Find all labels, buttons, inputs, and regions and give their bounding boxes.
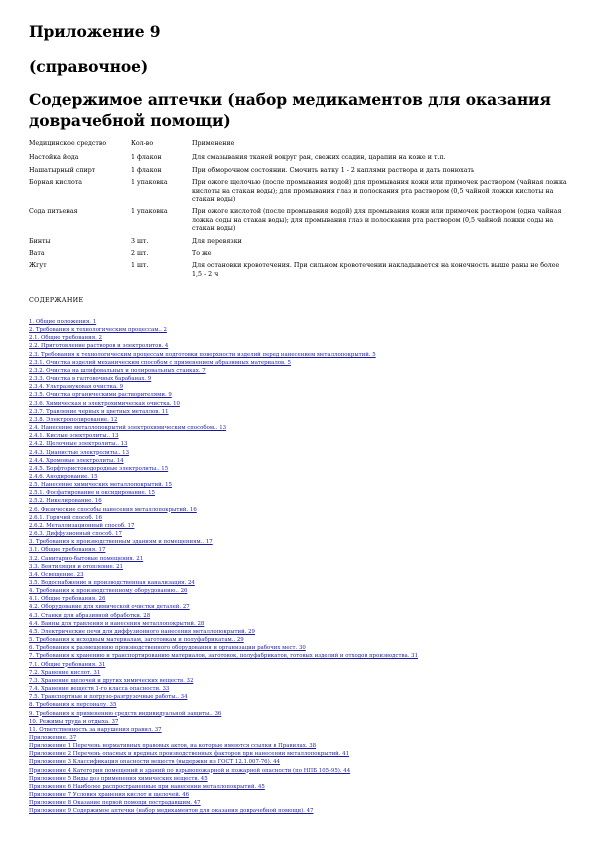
quantity-cell: 1 флакон bbox=[131, 166, 162, 174]
usage-cell: При ожоге кислотой (после промывания водой) для промывания кожи или примочек раствором (одна чайная ложка соды на стакан воды); для промывания глаз и полоскания рта раствором (0,5 чайной ложки соды на стакан воды) bbox=[192, 208, 562, 233]
toc-item bbox=[29, 587, 569, 595]
toc-item bbox=[29, 750, 569, 758]
toc-item bbox=[29, 636, 569, 644]
table-row bbox=[29, 262, 569, 283]
toc-link[interactable]: 6. Требования к размещению производственного оборудования и организации рабочих мест. 30 bbox=[29, 645, 306, 652]
toc-item bbox=[29, 367, 569, 375]
quantity-cell: 1 шт. bbox=[131, 262, 149, 270]
table-row bbox=[29, 154, 569, 166]
toc-item bbox=[29, 701, 569, 709]
toc-item bbox=[29, 383, 569, 391]
toc-link[interactable]: Приложение. 37 bbox=[29, 734, 77, 741]
appendix-type: (справочное) bbox=[29, 57, 149, 76]
toc-item bbox=[29, 612, 569, 620]
toc-link[interactable]: 4.3. Станки для абразивной обработки. 28 bbox=[29, 612, 151, 619]
usage-cell: При обморочном состоянии. Смочить ватку 1 - 2 каплями раствора и дать понюхать bbox=[192, 166, 475, 174]
toc-link[interactable]: 2.3.4. Ультразвуковая очистка. 9 bbox=[29, 384, 124, 391]
toc-item bbox=[29, 318, 569, 326]
toc-link[interactable]: 2.1. Общие требования. 2 bbox=[29, 335, 102, 342]
toc-item bbox=[29, 449, 569, 457]
toc-item bbox=[29, 693, 569, 701]
toc-item bbox=[29, 400, 569, 408]
appendix-heading: Приложение 9 bbox=[29, 22, 161, 41]
usage-cell: То же bbox=[192, 250, 212, 258]
toc-item bbox=[29, 416, 569, 424]
table-row bbox=[29, 250, 569, 262]
toc-link[interactable]: 7.2. Хранение кислот. 31 bbox=[29, 669, 101, 676]
toc-item bbox=[29, 555, 569, 563]
toc-link[interactable]: 2.3.7. Травление черных и цветных металлов. 11 bbox=[29, 408, 169, 415]
column-header: Медицинское средство bbox=[29, 140, 107, 147]
toc-title: СОДЕРЖАНИЕ bbox=[29, 297, 84, 304]
toc-link[interactable]: 3.1. Общие требования. 17 bbox=[29, 547, 106, 554]
toc-link[interactable]: 10. Режимы труда и отдыха. 37 bbox=[29, 718, 119, 725]
toc-link[interactable]: 3. Требования к производственным зданиям и помещениям.. 17 bbox=[29, 539, 213, 546]
toc-item bbox=[29, 522, 569, 530]
toc-link[interactable]: Приложение 1 Перечень нормативных правовых актов, на которые имеются ссылки в Правилах. 38 bbox=[29, 743, 317, 750]
toc-item bbox=[29, 424, 569, 432]
toc-item bbox=[29, 563, 569, 571]
toc-item bbox=[29, 457, 569, 465]
toc-item bbox=[29, 652, 569, 660]
toc-link[interactable]: Приложение 9 Содержимое аптечки (набор медикаментов для оказания доврачебной помощи). 47 bbox=[29, 808, 314, 815]
toc-link[interactable]: 4.1. Общие требования. 26 bbox=[29, 596, 106, 603]
toc-item bbox=[29, 644, 569, 652]
toc-link[interactable]: 7. Требования к хранению и транспортированию материалов, заготовок, полуфабрикатов, готовых изделий и отходов производства. 31 bbox=[29, 653, 419, 660]
toc-link[interactable]: 2.3.3. Очистка в галтовочных барабанах. 9 bbox=[29, 376, 152, 383]
column-header: Применение bbox=[192, 140, 235, 147]
toc-link[interactable]: 2.4.2. Щелочные электролиты.. 13 bbox=[29, 441, 128, 448]
toc-link[interactable]: Приложение 6 Наиболее распространенные при нанесении металлопокрытий. 45 bbox=[29, 783, 265, 790]
toc-item bbox=[29, 710, 569, 718]
toc-item bbox=[29, 799, 569, 807]
quantity-cell: 2 шт. bbox=[131, 250, 149, 258]
toc-item bbox=[29, 481, 569, 489]
toc-item bbox=[29, 669, 569, 677]
medicine-name-cell: Нашатырный спирт bbox=[29, 166, 96, 174]
toc-item bbox=[29, 726, 569, 734]
toc-link[interactable]: 2.3.6. Химическая и электрохимическая очистка. 10 bbox=[29, 400, 180, 407]
toc-item bbox=[29, 326, 569, 334]
toc-link[interactable]: 4.4. Ванны для травления и нанесения металлопокрытий. 28 bbox=[29, 620, 205, 627]
toc-item bbox=[29, 628, 569, 636]
toc-link[interactable]: Приложение 7 Условия хранения кислот и щелочей. 46 bbox=[29, 792, 190, 799]
toc-link[interactable]: 2.4.4. Хромовые электролиты. 14 bbox=[29, 457, 124, 464]
medicine-name-cell: Настойка йода bbox=[29, 154, 79, 162]
toc-link[interactable]: 2.3.1. Очистка изделий механическим способом с применением абразивных материалов. 5 bbox=[29, 359, 291, 366]
toc-item bbox=[29, 473, 569, 481]
toc-link[interactable]: 7.1. Общие требования. 31 bbox=[29, 661, 106, 668]
toc-item bbox=[29, 758, 569, 766]
toc-item bbox=[29, 538, 569, 546]
quantity-cell: 1 упаковка bbox=[131, 179, 168, 187]
medicine-name-cell: Вата bbox=[29, 250, 45, 258]
toc-link[interactable]: 3.2. Санитарно-бытовые помещения. 21 bbox=[29, 555, 144, 562]
toc-link[interactable]: 2.5.1. Фосфатирование и оксидирование. 15 bbox=[29, 490, 155, 497]
toc-item bbox=[29, 783, 569, 791]
toc-item bbox=[29, 408, 569, 416]
toc-item bbox=[29, 807, 569, 815]
toc-link[interactable]: 2.6.1. Горячий способ. 16 bbox=[29, 514, 102, 521]
toc-link[interactable]: 2.2. Приготовление растворов и электролитов. 4 bbox=[29, 343, 169, 350]
toc-link[interactable]: Приложение 8 Оказание первой помощи пострадавшим. 47 bbox=[29, 800, 201, 807]
toc-item bbox=[29, 677, 569, 685]
toc-link[interactable]: Приложение 5 Виды доз применения химических веществ. 45 bbox=[29, 775, 208, 782]
toc-link[interactable]: 2.4.1. Кислые электролиты.. 13 bbox=[29, 433, 119, 440]
toc-item bbox=[29, 546, 569, 554]
toc-link[interactable]: 2.4. Нанесение металлопокрытий электрохимическим способом.. 13 bbox=[29, 425, 227, 432]
toc-item bbox=[29, 791, 569, 799]
usage-cell: Для остановки кровотечения. При сильном кровотечении накладывается на конечность выше раны не более 1,5 - 2 ч bbox=[192, 262, 560, 278]
toc-item bbox=[29, 334, 569, 342]
medicine-name-cell: Бинты bbox=[29, 237, 51, 245]
table-row bbox=[29, 238, 569, 250]
toc-link[interactable]: 4.5. Электрические печи для диффузионного нанесения металлопокрытий. 29 bbox=[29, 628, 255, 635]
medicine-name-cell: Жгут bbox=[29, 262, 47, 270]
quantity-cell: 1 упаковка bbox=[131, 208, 168, 216]
toc-item bbox=[29, 497, 569, 505]
toc-link[interactable]: Приложение 2 Перечень опасных и вредных производственных факторов при нанесении металлопокрытий. 41 bbox=[29, 751, 350, 758]
toc-item bbox=[29, 342, 569, 350]
toc-link[interactable]: 2. Требования к технологическим процессам.. 2 bbox=[29, 327, 167, 334]
toc-link[interactable]: Приложение 4 Категория помещений и зданий по взрывопожарной и пожарной опасности (по НПБ 105-95). 44 bbox=[29, 767, 351, 774]
toc-link[interactable]: 2.6.2. Металлизационный способ. 17 bbox=[29, 522, 135, 529]
toc-link[interactable]: 11. Ответственность за нарушения правил. 37 bbox=[29, 726, 162, 733]
first-aid-kit-table bbox=[29, 140, 569, 283]
toc-link[interactable]: 7.5. Транспортные и погрузо-разгрузочные работы.. 34 bbox=[29, 694, 188, 701]
toc-item bbox=[29, 391, 569, 399]
toc-item bbox=[29, 620, 569, 628]
toc-item bbox=[29, 742, 569, 750]
toc-link[interactable]: 2.3.5. Очистка органическими растворителями. 9 bbox=[29, 392, 172, 399]
toc-link[interactable]: 9. Требования к применению средств индивидуальной защиты.. 36 bbox=[29, 710, 222, 717]
medicine-name-cell: Сода питьевая bbox=[29, 208, 78, 216]
toc-item bbox=[29, 359, 569, 367]
toc-item bbox=[29, 440, 569, 448]
toc-link[interactable]: 2.4.6. Анодирование. 15 bbox=[29, 473, 98, 480]
toc-item bbox=[29, 530, 569, 538]
toc-link[interactable]: 3.3. Вентиляция и отопление. 21 bbox=[29, 563, 123, 570]
toc-item bbox=[29, 734, 569, 742]
toc-item bbox=[29, 489, 569, 497]
usage-cell: Для перевязки bbox=[192, 237, 242, 245]
toc-item bbox=[29, 506, 569, 514]
toc-item bbox=[29, 375, 569, 383]
toc-link[interactable]: Приложение 3 Классификация опасности веществ (выдержки из ГОСТ 12.1.007-76). 44 bbox=[29, 759, 280, 766]
medicine-name-cell: Борная кислота bbox=[29, 179, 83, 187]
table-row bbox=[29, 208, 569, 237]
toc-link[interactable]: 2.6.3. Диффузионный способ. 17 bbox=[29, 531, 122, 538]
toc-item bbox=[29, 685, 569, 693]
toc-item bbox=[29, 603, 569, 611]
quantity-cell: 3 шт. bbox=[131, 237, 149, 245]
toc-item bbox=[29, 432, 569, 440]
toc-link[interactable]: 7.3. Хранение щелочей и других химических веществ. 32 bbox=[29, 677, 194, 684]
toc-link[interactable]: 2.4.3. Цианистые электролиты.. 13 bbox=[29, 449, 130, 456]
toc-item bbox=[29, 465, 569, 473]
toc-item bbox=[29, 718, 569, 726]
page-title: Содержимое аптечки (набор медикаментов для оказания доврачебной помощи) bbox=[29, 90, 551, 130]
toc-link[interactable]: 2.3. Требования к технологическим процессам подготовки поверхности изделий перед нанесением металлопокрытий. 5 bbox=[29, 351, 376, 358]
table-of-contents bbox=[29, 318, 569, 816]
toc-link[interactable]: 5. Требования к исходным материалам, заготовкам и полуфабрикатам.. 29 bbox=[29, 637, 244, 644]
toc-link[interactable]: 7.4. Хранение веществ 1-го класса опасности. 33 bbox=[29, 686, 170, 693]
toc-item bbox=[29, 514, 569, 522]
toc-link[interactable]: 4. Требования к производственному оборудованию.. 26 bbox=[29, 588, 188, 595]
toc-link[interactable]: 4.2. Оборудование для химической очистки деталей. 27 bbox=[29, 604, 190, 611]
toc-link[interactable]: 2.6. Физические способы нанесения металлопокрытий. 16 bbox=[29, 506, 197, 513]
usage-cell: Для смазывания тканей вокруг ран, свежих ссадин, царапин на коже и т.п. bbox=[192, 154, 446, 162]
toc-item bbox=[29, 775, 569, 783]
toc-link[interactable]: 1. Общие положения. 1 bbox=[29, 319, 97, 325]
column-header: Кол-во bbox=[131, 140, 154, 147]
toc-item bbox=[29, 767, 569, 775]
toc-link[interactable]: 3.5. Водоснабжение и производственная канализация. 24 bbox=[29, 580, 195, 586]
toc-link[interactable]: 2.4.5. Борфтористоводородные электролиты.. 15 bbox=[29, 465, 169, 472]
toc-item bbox=[29, 661, 569, 669]
toc-item bbox=[29, 579, 569, 587]
table-header-row bbox=[29, 140, 569, 154]
table-row bbox=[29, 179, 569, 208]
toc-link[interactable]: 2.3.8. Электрополирование. 12 bbox=[29, 416, 118, 423]
toc-link[interactable]: 2.5.2. Никелирование. 16 bbox=[29, 498, 102, 505]
usage-cell: При ожоге щелочью (после промывания водой) для промывания кожи или примочек раствором (чайная ложка кислоты на стакан воды); для промывания глаз и полоскания рта раствором (0,5 чайной ложки кислоты на стакан воды) bbox=[192, 179, 567, 204]
quantity-cell: 1 флакон bbox=[131, 154, 162, 162]
toc-link[interactable]: 3.4. Освещение. 23 bbox=[29, 571, 84, 578]
toc-item bbox=[29, 595, 569, 603]
table-row bbox=[29, 167, 569, 179]
toc-link[interactable]: 2.5. Нанесение химических металлопокрытий. 15 bbox=[29, 482, 172, 489]
toc-link[interactable]: 2.3.2. Очистка на шлифовальных и полировальных станках. 7 bbox=[29, 367, 206, 374]
toc-item bbox=[29, 571, 569, 579]
toc-item bbox=[29, 351, 569, 359]
toc-link[interactable]: 8. Требования к персоналу. 35 bbox=[29, 702, 117, 709]
